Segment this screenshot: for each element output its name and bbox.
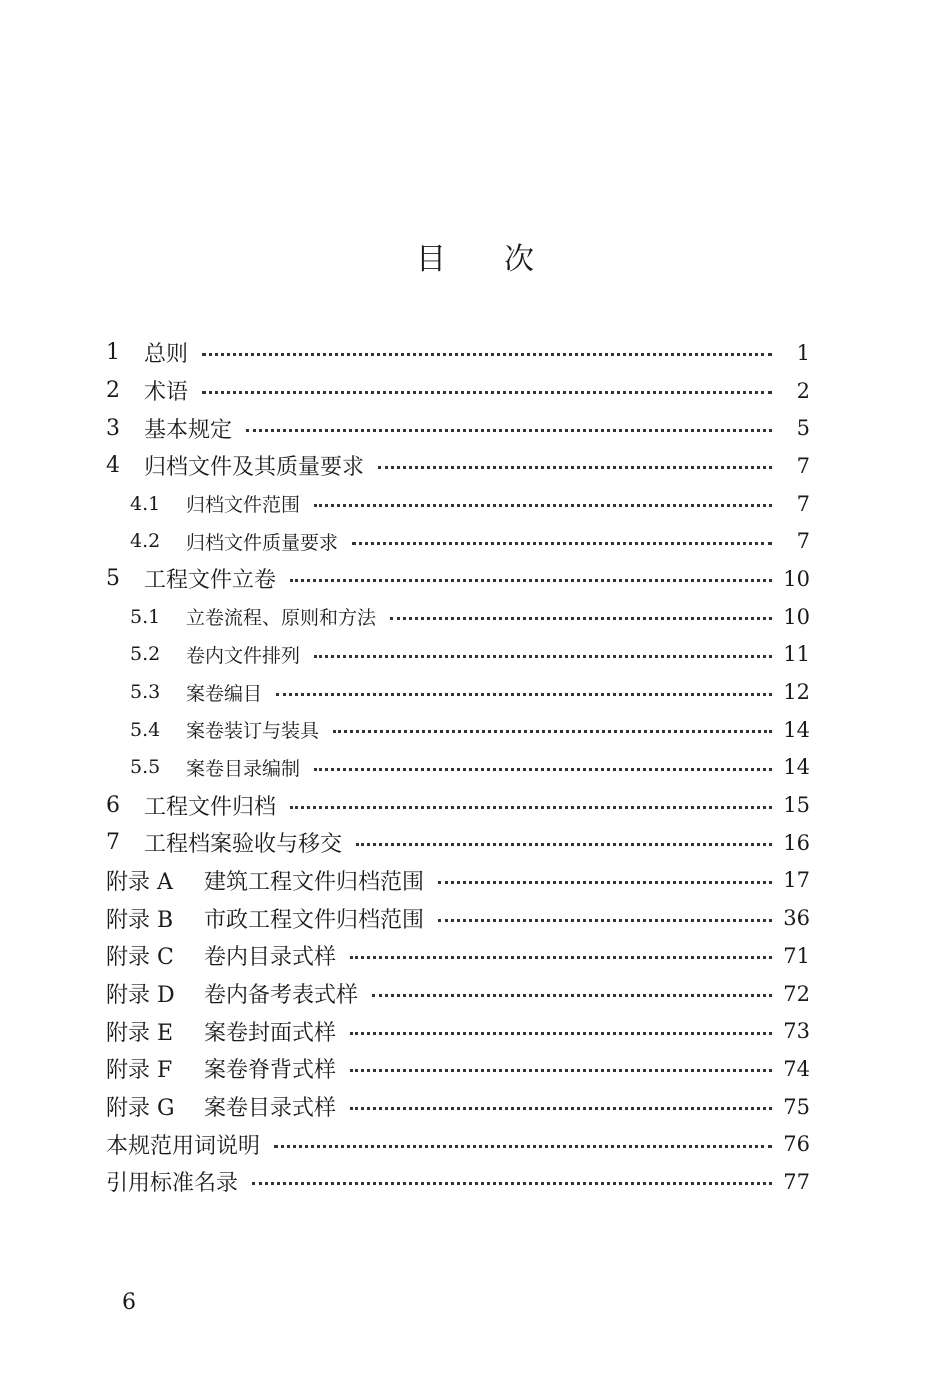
toc-entry[interactable] (106, 749, 810, 787)
toc-entry-page: 36 (783, 906, 810, 931)
toc-entry[interactable] (106, 372, 810, 410)
toc-entry-label: 立卷流程、原则和方法 (186, 607, 377, 630)
page-title: 目次 (416, 242, 592, 277)
toc-leader-dots (438, 881, 772, 884)
toc-entry[interactable] (106, 485, 810, 523)
toc-leader-dots (290, 579, 772, 582)
toc-entry[interactable] (106, 409, 810, 447)
toc-entry-number: 附录 E (106, 1020, 174, 1046)
toc-entry-page: 10 (783, 604, 810, 629)
toc-entry-page: 10 (783, 566, 810, 591)
toc-leader-dots (276, 693, 772, 696)
toc-entry[interactable] (106, 862, 810, 900)
toc-leader-dots (352, 542, 772, 545)
toc-entry-label: 工程档案验收与移交 (144, 832, 343, 858)
toc-leader-dots (314, 655, 772, 658)
toc-entry-number: 附录 G (106, 1096, 175, 1122)
toc-leader-dots (202, 391, 772, 394)
toc-entry[interactable] (106, 711, 810, 749)
toc-entry[interactable] (106, 636, 810, 674)
toc-entry-number: 3 (106, 415, 120, 441)
toc-entry-page: 7 (796, 529, 810, 554)
toc-entry-number: 5.2 (130, 643, 161, 666)
toc-entry-label: 归档文件范围 (186, 494, 301, 517)
toc-leader-dots (350, 956, 772, 959)
toc-leader-dots (314, 768, 772, 771)
toc-entry-label: 术语 (144, 380, 189, 406)
toc-entry[interactable] (106, 975, 810, 1013)
toc-leader-dots (290, 806, 772, 809)
toc-entry-number: 附录 C (106, 945, 174, 971)
toc-entry-page: 77 (783, 1169, 810, 1194)
toc-entry-number: 附录 B (106, 907, 174, 933)
toc-entry[interactable] (106, 899, 810, 937)
toc-entry[interactable] (106, 824, 810, 862)
toc-leader-dots (356, 843, 772, 846)
toc-entry-number: 6 (106, 792, 120, 818)
toc-leader-dots (350, 1107, 772, 1110)
toc-leader-dots (378, 466, 772, 469)
toc-entry-number: 5.4 (130, 718, 161, 741)
toc-entry-number: 7 (106, 830, 120, 856)
toc-entry[interactable] (106, 1088, 810, 1126)
toc-entry-label: 市政工程文件归档范围 (204, 907, 425, 933)
toc-entry[interactable] (106, 786, 810, 824)
toc-entry-page: 75 (783, 1094, 810, 1119)
toc-entry-label: 案卷装订与装具 (186, 720, 320, 743)
toc-entry-label: 卷内目录式样 (204, 945, 337, 971)
toc-entry-label: 卷内备考表式样 (204, 983, 359, 1009)
toc-leader-dots (202, 353, 772, 356)
toc-entry-label: 总则 (144, 342, 189, 368)
toc-entry-page: 74 (783, 1056, 810, 1081)
toc-entry[interactable] (106, 522, 810, 560)
toc-entry-label: 归档文件及其质量要求 (144, 455, 365, 481)
toc-entry[interactable] (106, 1050, 810, 1088)
toc-entry-number: 1 (106, 340, 120, 366)
toc-leader-dots (246, 429, 772, 432)
toc-entry-label: 归档文件质量要求 (186, 531, 339, 554)
toc-entry[interactable] (106, 937, 810, 975)
toc-entry-label: 案卷目录式样 (204, 1096, 337, 1122)
toc-entry-label: 基本规定 (144, 417, 233, 443)
toc-entry[interactable] (106, 560, 810, 598)
toc-entry-page: 16 (783, 830, 810, 855)
table-of-contents (106, 334, 810, 1201)
toc-entry[interactable] (106, 334, 810, 372)
toc-leader-dots (438, 919, 772, 922)
toc-entry-page: 76 (783, 1132, 810, 1157)
toc-leader-dots (350, 1032, 772, 1035)
toc-entry-number: 附录 D (106, 983, 175, 1009)
toc-entry-number: 5.3 (130, 681, 161, 704)
toc-leader-dots (350, 1069, 772, 1072)
toc-entry-number: 附录 F (106, 1058, 173, 1084)
toc-entry-page: 73 (783, 1019, 810, 1044)
toc-entry-number: 5.1 (130, 605, 161, 628)
toc-entry-label: 工程文件归档 (144, 794, 277, 820)
toc-leader-dots (372, 994, 772, 997)
toc-leader-dots (390, 617, 772, 620)
toc-entry-page: 11 (783, 642, 810, 667)
toc-entry-number: 附录 A (106, 869, 173, 895)
toc-entry-page: 2 (796, 378, 810, 403)
toc-entry-number: 4.2 (130, 530, 161, 553)
toc-entry-label: 案卷目录编制 (186, 757, 301, 780)
toc-leader-dots (252, 1182, 772, 1185)
toc-entry[interactable] (106, 1163, 810, 1201)
toc-entry-number: 2 (106, 378, 120, 404)
toc-entry-number: 4.1 (130, 492, 161, 515)
toc-entry[interactable] (106, 447, 810, 485)
toc-leader-dots (274, 1145, 772, 1148)
toc-entry-page: 14 (783, 755, 810, 780)
toc-entry-page: 12 (783, 680, 810, 705)
toc-entry-page: 14 (783, 717, 810, 742)
toc-entry-page: 7 (796, 453, 810, 478)
toc-entry-page: 1 (796, 340, 810, 365)
toc-entry-number: 5 (106, 566, 120, 592)
toc-entry-label: 建筑工程文件归档范围 (204, 869, 425, 895)
toc-entry-page: 71 (783, 943, 810, 968)
toc-entry-page: 5 (796, 416, 810, 441)
toc-entry[interactable] (106, 1012, 810, 1050)
page-number: 6 (122, 1290, 136, 1315)
toc-entry-label: 引用标准名录 (106, 1171, 239, 1197)
toc-entry-number: 5.5 (130, 756, 161, 779)
toc-entry-page: 72 (783, 981, 810, 1006)
toc-entry-page: 17 (783, 868, 810, 893)
toc-entry-label: 本规范用词说明 (106, 1133, 261, 1159)
toc-entry[interactable] (106, 1125, 810, 1163)
toc-entry-page: 15 (783, 793, 810, 818)
toc-entry[interactable] (106, 598, 810, 636)
toc-entry[interactable] (106, 673, 810, 711)
toc-entry-label: 案卷编目 (186, 682, 263, 705)
toc-entry-number: 4 (106, 453, 120, 479)
toc-entry-page: 7 (796, 491, 810, 516)
toc-leader-dots (333, 730, 772, 733)
toc-entry-label: 案卷封面式样 (204, 1020, 337, 1046)
toc-entry-label: 案卷脊背式样 (204, 1058, 337, 1084)
toc-entry-label: 卷内文件排列 (186, 644, 301, 667)
toc-entry-label: 工程文件立卷 (144, 568, 277, 594)
toc-leader-dots (314, 504, 772, 507)
